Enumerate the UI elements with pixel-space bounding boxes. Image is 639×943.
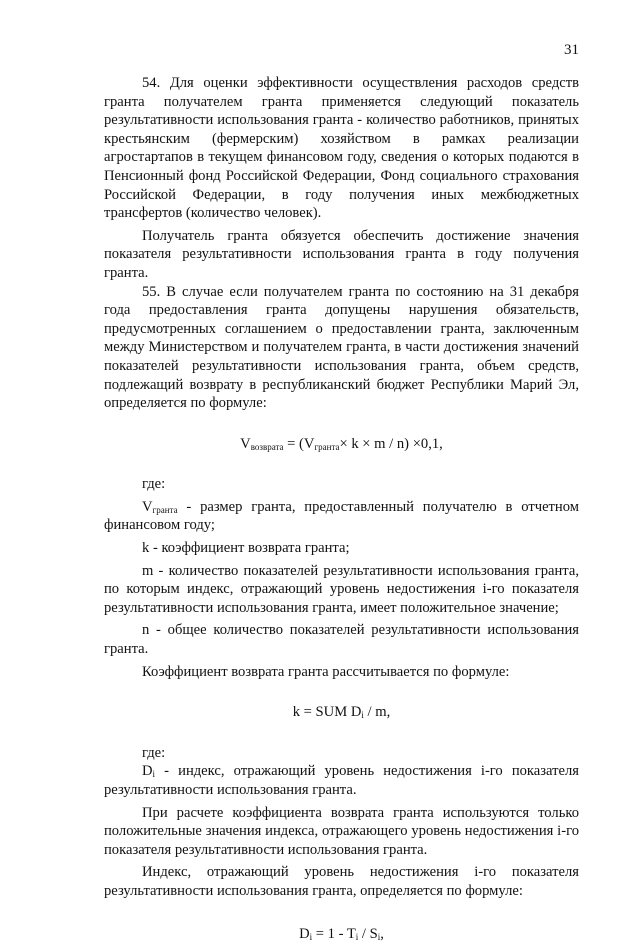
formula-part: = 1 - T: [312, 925, 356, 942]
formula-part: × k × m / n) ×0,1,: [339, 435, 443, 452]
formula-part: / m,: [363, 704, 391, 721]
formula-subscript-i: i: [361, 710, 364, 721]
formula-index: [104, 925, 579, 943]
where-label-2: где:: [142, 744, 166, 761]
coefficient-intro: Коэффициент возврата гранта рассчитывается по формуле:: [142, 663, 510, 680]
paragraph-obligation: Получатель гранта обязуется обеспечить достижение значения показателя результативности использования гранта в году получения гранта.: [104, 227, 579, 281]
formula-part: ,: [380, 925, 384, 942]
formula-symbol-d: D: [299, 925, 310, 942]
definition-text: - индекс, отражающий уровень недостижения i-го показателя результативности использования гранта.: [104, 763, 579, 798]
formula-part: = (V: [283, 435, 315, 452]
formula-subscript-i: i: [377, 931, 381, 942]
definition-d-index: [104, 762, 579, 799]
formula-subscript-grant: гранта: [314, 441, 340, 452]
paragraph-index-formula: Индекс, отражающий уровень недостижения i-го показателя результативности использования гранта, определяется по формуле:: [104, 864, 579, 899]
document-body: [104, 74, 579, 943]
formula-subscript-i: i: [309, 931, 313, 942]
formula-symbol-v: V: [240, 435, 251, 452]
formula-coefficient: [104, 703, 579, 722]
formula-subscript-i: i: [355, 931, 359, 942]
definition-n: n - общее количество показателей результативности использования гранта.: [104, 622, 579, 658]
definition-k: k - коэффициент возврата гранта;: [142, 540, 350, 557]
formula-part: / S: [358, 925, 378, 942]
definition-m: m - количество показателей результативности использования гранта, по которым индекс, отражающий уровень недостижения i-го показателя результативности использования гранта, имеет положительное значение;: [104, 562, 579, 616]
symbol-subscript: гранта: [152, 504, 178, 515]
where-label: где:: [142, 476, 166, 493]
symbol-subscript: i: [152, 769, 156, 780]
paragraph-positive-values: При расчете коэффициента возврата гранта используются только положительные значения индекса, отражающего уровень недостижения i-го показателя результативности использования гранта.: [104, 804, 579, 858]
symbol-v: V: [142, 498, 153, 515]
paragraph-54: 54. Для оценки эффективности осуществления расходов средств гранта получателем гранта применяется следующий показатель результативности использования гранта - количество работников, принятых крестьянским (фермерским) хозяйством в рамках реализации агростартапов в текущем финансовом году, сведения о которых подаются в Пенсионный фонд Российской Федерации, Фонд социального страхования Российской Федерации, в году получения иных межбюджетных трансфертов (количество человек).: [104, 75, 579, 222]
formula-return-volume: [104, 435, 579, 454]
symbol-d: D: [142, 763, 153, 780]
page-number: 31: [564, 42, 579, 58]
formula-part: k = SUM D: [292, 704, 362, 721]
formula-subscript-return: возврата: [250, 441, 284, 452]
paragraph-55: 55. В случае если получателем гранта по состоянию на 31 декабря года предоставления гранта допущены нарушения обязательств, предусмотренных соглашением о предоставлении гранта, заключенным между Министерством и получателем гранта, в части достижения значений показателей результативности использования гранта, объем средств, подлежащий возврату в республиканский бюджет Республики Марий Эл, определяется по формуле:: [104, 283, 579, 412]
definition-v-grant: [104, 498, 579, 535]
definition-text: - размер гранта, предоставленный получателю в отчетном финансовом году;: [104, 498, 579, 534]
